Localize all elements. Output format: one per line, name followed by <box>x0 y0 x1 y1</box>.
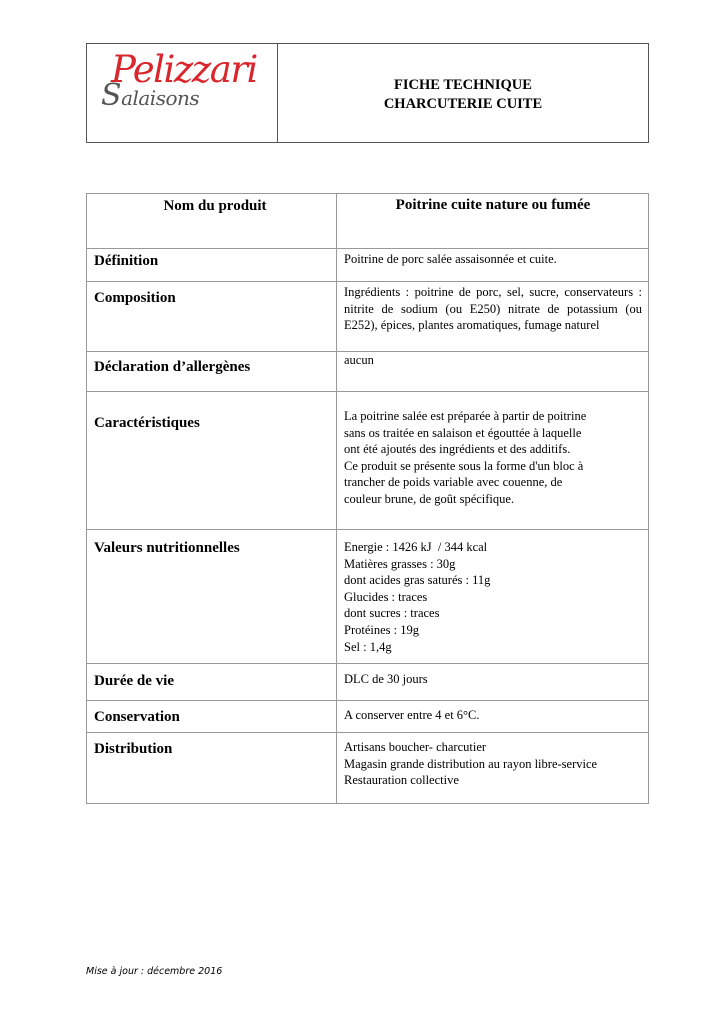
label-text: Conservation <box>94 709 180 725</box>
value-line: DLC de 30 jours <box>344 672 428 686</box>
value-line: Restauration collective <box>344 773 459 788</box>
value-line: couleur brune, de goût spécifique. <box>344 491 515 506</box>
value-nutrition <box>337 530 649 664</box>
label-nutrition <box>87 530 337 664</box>
label-text: Définition <box>94 253 159 269</box>
logo-sub-rest: alaisons <box>121 86 200 110</box>
value-line: dont sucres : traces <box>344 606 440 621</box>
value-composition <box>337 282 649 352</box>
table-row-distribution <box>87 733 649 804</box>
brand-logo-subtitle <box>101 78 199 113</box>
label-text: Valeurs nutritionnelles <box>94 540 240 556</box>
value-characteristics <box>337 392 649 530</box>
header-box <box>86 43 649 143</box>
value-definition <box>337 249 649 282</box>
label-text: Caractéristiques <box>94 415 200 431</box>
table-row-definition <box>87 249 649 282</box>
value-line: Ce produit se présente sous la forme d'un bloc à <box>344 458 584 473</box>
label-text: Distribution <box>94 741 173 757</box>
value-line: Magasin grande distribution au rayon libre-service <box>344 756 598 771</box>
value-shelf-life <box>337 664 649 701</box>
value-line: aucun <box>344 353 374 367</box>
title-line-2: CHARCUTERIE CUITE <box>383 96 543 112</box>
label-characteristics <box>87 392 337 530</box>
value-line: Poitrine de porc salée assaisonnée et cuite. <box>344 252 557 266</box>
logo-cell <box>87 44 278 142</box>
label-text: Déclaration d’allergènes <box>94 359 251 375</box>
value-line: Artisans boucher- charcutier <box>344 740 487 754</box>
value-distribution <box>337 733 649 804</box>
value-block <box>344 733 642 789</box>
value-line: Matières grasses : 30g <box>344 556 456 571</box>
value-line: ont été ajoutés des ingrédients et des additifs. <box>344 442 571 457</box>
value-allergens <box>337 352 649 392</box>
header-value-cell <box>337 194 649 249</box>
table-row-shelf-life <box>87 664 649 701</box>
label-storage <box>87 701 337 733</box>
title-line-1: FICHE TECHNIQUE <box>394 77 532 93</box>
logo-sub-initial: S <box>101 78 122 113</box>
table-row-composition <box>87 282 649 352</box>
value-line: Protéines : 19g <box>344 622 419 637</box>
label-allergens <box>87 352 337 392</box>
footer-update-date: Mise à jour : décembre 2016 <box>86 966 223 977</box>
product-name-label: Nom du produit <box>163 198 267 214</box>
value-storage <box>337 701 649 733</box>
table-row-characteristics <box>87 392 649 530</box>
value-line: La poitrine salée est préparée à partir de poitrine <box>344 409 587 423</box>
table-row-storage <box>87 701 649 733</box>
value-line: dont acides gras saturés : 11g <box>344 573 491 588</box>
label-definition <box>87 249 337 282</box>
brand-logo: Pelizzari <box>111 48 257 91</box>
value-line: sans os traitée en salaison et égouttée à laquelle <box>344 425 582 440</box>
document-title <box>278 44 648 142</box>
value-line: A conserver entre 4 et 6°C. <box>344 708 480 722</box>
label-text: Composition <box>94 290 176 306</box>
table-row-allergens <box>87 352 649 392</box>
header-label-cell <box>87 194 337 249</box>
value-block <box>344 392 642 508</box>
label-text: Durée de vie <box>94 673 174 689</box>
spec-table <box>86 193 649 804</box>
product-name-value: Poitrine cuite nature ou fumée <box>395 197 591 213</box>
label-shelf-life <box>87 664 337 701</box>
value-line: Energie : 1426 kJ / 344 kcal <box>344 540 488 554</box>
table-header-row <box>87 194 649 249</box>
value-line: trancher de poids variable avec couenne, de <box>344 475 563 490</box>
value-line: Glucides : traces <box>344 589 428 604</box>
value-line: Sel : 1,4g <box>344 639 392 654</box>
label-composition <box>87 282 337 352</box>
label-distribution <box>87 733 337 804</box>
value-paragraph: Ingrédients : poitrine de porc, sel, sucre, conservateurs : nitrite de sodium (ou E250) nitrate de potassium (ou E252), épices, plantes aromatiques, fumage naturel <box>344 285 642 333</box>
table-row-nutrition <box>87 530 649 664</box>
value-block <box>344 530 642 655</box>
